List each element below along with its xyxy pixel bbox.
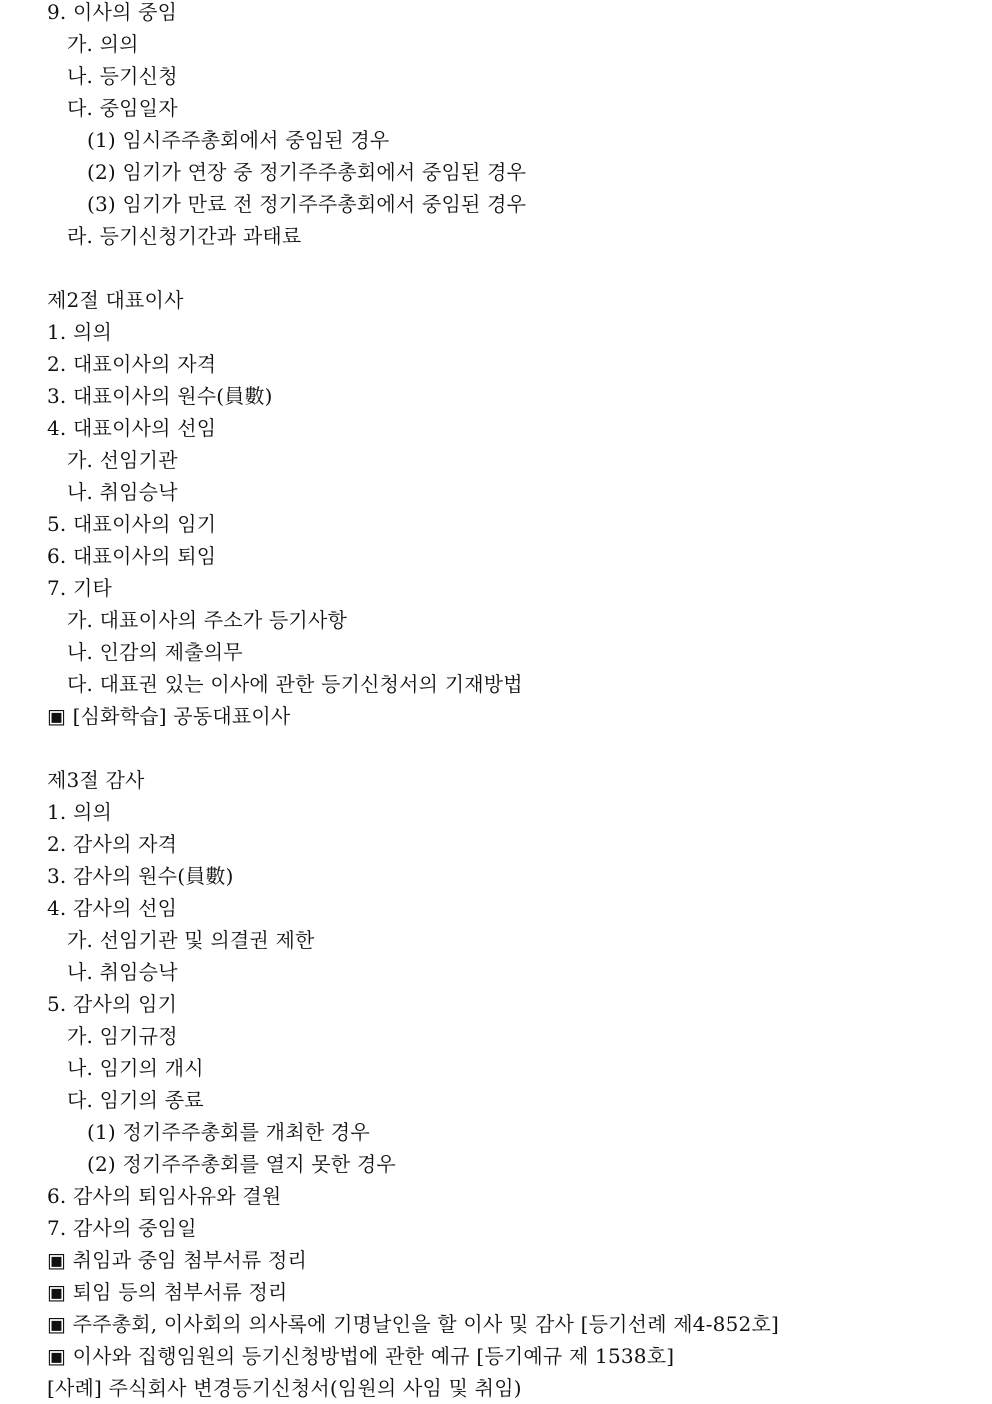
toc-heading-line: 7. 기타 <box>47 576 113 600</box>
toc-heading-line: 6. 감사의 퇴임사유와 결원 <box>47 1184 282 1208</box>
table-of-contents <box>47 0 967 1404</box>
toc-subheading-line: 라. 등기신청기간과 과태료 <box>67 224 302 248</box>
toc-heading-line: 3. 감사의 원수(員數) <box>47 864 234 888</box>
toc-item-line: (1) 정기주주총회를 개최한 경우 <box>87 1120 370 1144</box>
toc-subheading-line: 나. 인감의 제출의무 <box>67 640 243 664</box>
toc-heading-line: 4. 감사의 선임 <box>47 896 178 920</box>
toc-heading-line: 7. 감사의 중임일 <box>47 1216 197 1240</box>
blank-line <box>47 732 967 764</box>
toc-heading-line: 4. 대표이사의 선임 <box>47 416 217 440</box>
blank-line <box>47 252 967 284</box>
toc-item-line: (3) 임기가 만료 전 정기주주총회에서 중임된 경우 <box>87 192 527 216</box>
toc-subheading-line: 다. 임기의 종료 <box>67 1088 204 1112</box>
toc-subheading-line: 나. 취임승낙 <box>67 960 178 984</box>
toc-heading-line: ▣ [심화학습] 공동대표이사 <box>47 704 291 728</box>
toc-subheading-line: 가. 선임기관 및 의결권 제한 <box>67 928 315 952</box>
toc-heading-line: 9. 이사의 중임 <box>47 0 178 24</box>
toc-heading-line: 1. 의의 <box>47 800 113 824</box>
toc-heading-line: ▣ 취임과 중임 첨부서류 정리 <box>47 1248 308 1272</box>
toc-heading-line: ▣ 퇴임 등의 첨부서류 정리 <box>47 1280 288 1304</box>
toc-subheading-line: 다. 중임일자 <box>67 96 178 120</box>
toc-subheading-line: 가. 선임기관 <box>67 448 178 472</box>
toc-heading-line: 2. 대표이사의 자격 <box>47 352 217 376</box>
toc-heading-line: 제3절 감사 <box>47 768 145 792</box>
toc-subheading-line: 가. 의의 <box>67 32 139 56</box>
toc-item-line: (2) 임기가 연장 중 정기주주총회에서 중임된 경우 <box>87 160 527 184</box>
toc-heading-line: ▣ 주주총회, 이사회의 의사록에 기명날인을 할 이사 및 감사 [등기선례 제4-852호] <box>47 1312 779 1336</box>
toc-item-line: (1) 임시주주총회에서 중임된 경우 <box>87 128 390 152</box>
toc-heading-line: 5. 대표이사의 임기 <box>47 512 217 536</box>
toc-subheading-line: 나. 등기신청 <box>67 64 178 88</box>
toc-subheading-line: 가. 대표이사의 주소가 등기사항 <box>67 608 347 632</box>
toc-heading-line: [사례] 주식회사 변경등기신청서(임원의 사임 및 취임) <box>47 1376 522 1400</box>
toc-subheading-line: 다. 대표권 있는 이사에 관한 등기신청서의 기재방법 <box>67 672 523 696</box>
toc-subheading-line: 나. 임기의 개시 <box>67 1056 204 1080</box>
toc-heading-line: ▣ 이사와 집행임원의 등기신청방법에 관한 예규 [등기예규 제 1538호] <box>47 1344 675 1368</box>
toc-heading-line: 1. 의의 <box>47 320 113 344</box>
toc-heading-line: 3. 대표이사의 원수(員數) <box>47 384 273 408</box>
toc-subheading-line: 가. 임기규정 <box>67 1024 178 1048</box>
toc-subheading-line: 나. 취임승낙 <box>67 480 178 504</box>
toc-heading-line: 6. 대표이사의 퇴임 <box>47 544 217 568</box>
toc-heading-line: 5. 감사의 임기 <box>47 992 178 1016</box>
toc-heading-line: 2. 감사의 자격 <box>47 832 178 856</box>
toc-heading-line: 제2절 대표이사 <box>47 288 184 312</box>
toc-item-line: (2) 정기주주총회를 열지 못한 경우 <box>87 1152 396 1176</box>
